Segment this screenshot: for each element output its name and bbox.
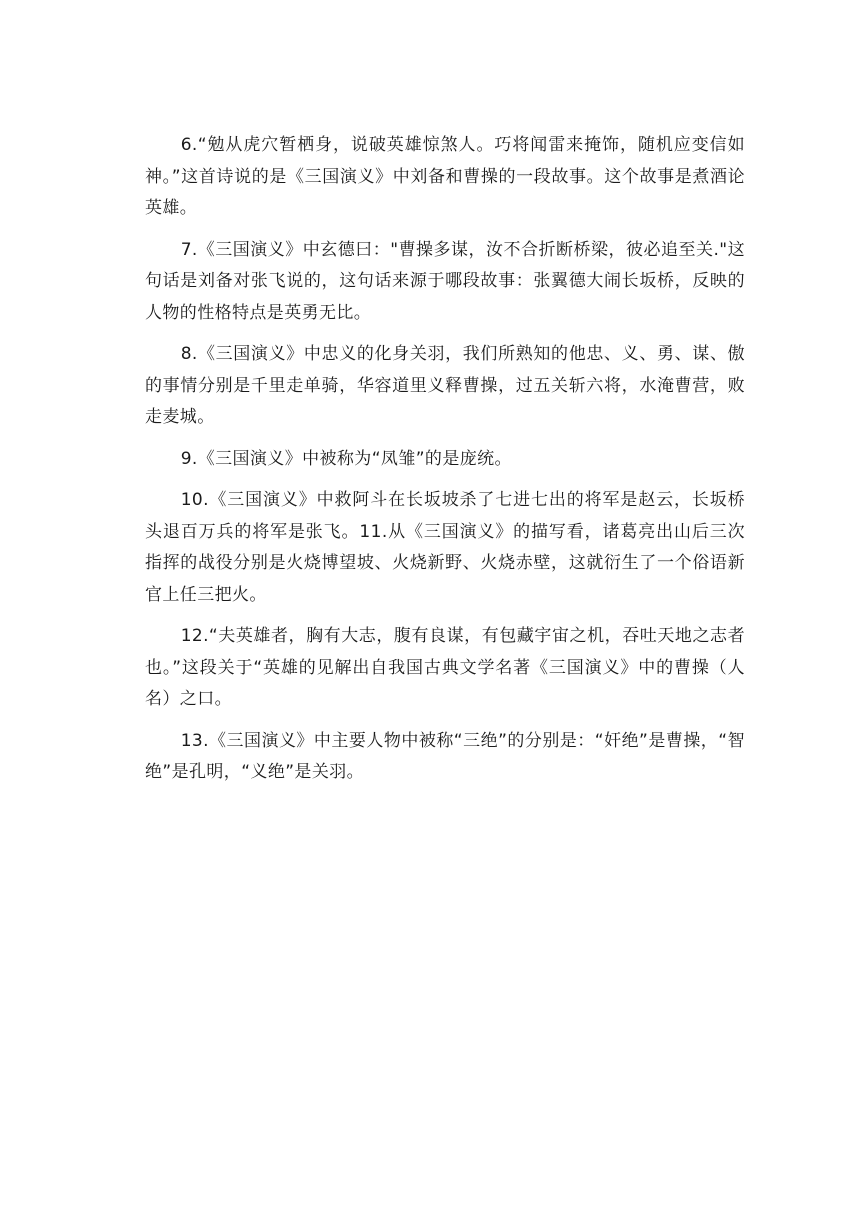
paragraph-10-11: 10.《三国演义》中救阿斗在长坂坡杀了七进七出的将军是赵云，长坂桥头退百万兵的将军是张飞。11.从《三国演义》的描写看，诸葛亮出山后三次指挥的战役分别是火烧博望坡、火烧新野、火烧赤壁，这就衍生了一个俗语新官上任三把火。 <box>145 490 745 605</box>
paragraph-7: 7.《三国演义》中玄德曰："曹操多谋，汝不合折断桥梁，彼必追至关."这句话是刘备对张飞说的，这句话来源于哪段故事：张翼德大闹长坂桥，反映的人物的性格特点是英勇无比。 <box>145 239 745 323</box>
document-body <box>145 130 745 799</box>
paragraph-6: 6.“勉从虎穴暂栖身，说破英雄惊煞人。巧将闻雷来掩饰，随机应变信如神。”这首诗说的是《三国演义》中刘备和曹操的一段故事。这个故事是煮酒论英雄。 <box>145 135 745 218</box>
paragraph-12: 12.“夫英雄者，胸有大志，腹有良谋，有包藏宇宙之机，吞吐天地之志者也。”这段关于“英雄的见解出自我国古典文学名著《三国演义》中的曹操（人名）之口。 <box>145 626 745 709</box>
paragraph-8: 8.《三国演义》中忠义的化身关羽，我们所熟知的他忠、义、勇、谋、傲的事情分别是千里走单骑，华容道里义释曹操，过五关斩六将，水淹曹营，败走麦城。 <box>145 344 745 427</box>
paragraph-9: 9.《三国演义》中被称为“凤雏”的是庞统。 <box>180 448 512 469</box>
paragraph-13: 13.《三国演义》中主要人物中被称“三绝”的分别是：“奸绝”是曹操，“智绝”是孔明，“义绝”是关羽。 <box>145 730 745 782</box>
